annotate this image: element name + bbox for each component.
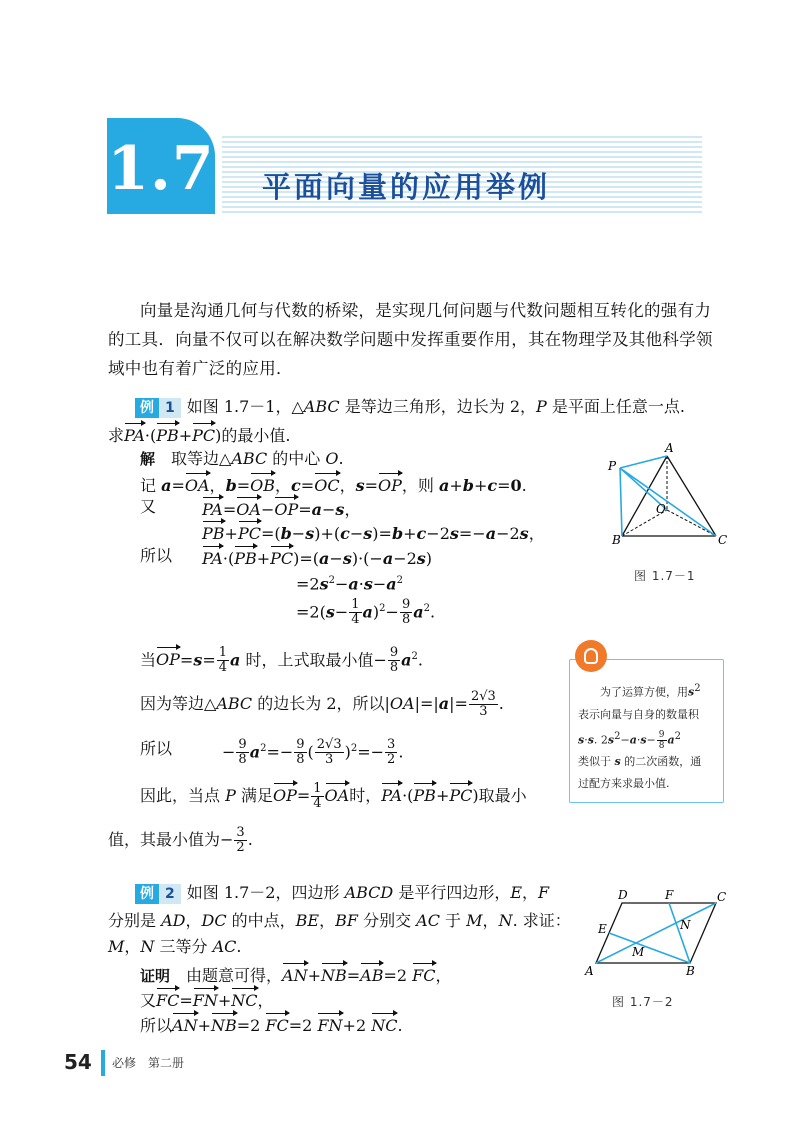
example2-tag: 例: [135, 884, 159, 904]
label-b2: B: [686, 964, 695, 978]
label-b: B: [612, 533, 621, 547]
vector-pa: [620, 456, 667, 468]
label-n: N: [680, 918, 691, 932]
footer-accent-bar: [101, 1050, 105, 1076]
intro-line-1: 向量是沟通几何与代数的桥梁，是实现几何问题与代数问题相互转化的强有力: [140, 301, 712, 320]
example1-solution-1: 解 取等边△ABC 的中心 O.: [140, 449, 344, 468]
segment-bf: [669, 903, 690, 963]
tip-line-5: 过配方来求最小值.: [578, 777, 670, 791]
label-a: A: [665, 441, 674, 455]
tip-line-2: 表示向量与自身的数量积: [578, 707, 699, 721]
tip-line-4: 类似于 s 的二次函数，通: [578, 755, 702, 769]
example2-num: 2: [159, 884, 181, 904]
proof-label: 证明: [140, 967, 171, 985]
example1-statement-1: 例 1 如图 1.7－1，△ABC 是等边三角形，边长为 2，P 是平面上任意一点.: [135, 396, 685, 418]
section-title: 平面向量的应用举例: [262, 170, 551, 204]
then-label: 又: [140, 497, 157, 516]
section-number: 1.7: [107, 134, 215, 204]
tip-line-3: s·s. $2s^2-a\cdot s-$ $\frac{9}{8}$ $a^2$: [578, 729, 682, 751]
vector-pc: [620, 468, 716, 536]
figure-2-parallelogram: [580, 885, 730, 980]
example1-solution-4: PB+PC=(b−s)+(c−s)=b+c−2s=−a−2s，: [202, 520, 545, 545]
label-a2: A: [585, 964, 594, 978]
book-title: 必修 第二册: [112, 1056, 185, 1070]
label-c: C: [718, 533, 728, 547]
example2-statement-2: 分别是 AD，DC 的中点，BE，BF 分别交 AC 于 M，N. 求证：: [108, 911, 571, 930]
example1-solution-3: 又 PA=OA−OP=a−s，: [140, 497, 361, 519]
label-m: M: [632, 945, 645, 959]
example2-proof-3: 所以AN+NB=2 FC=2 FN+2 NC.: [140, 1012, 403, 1037]
example1-solution-10: 所以 − $\frac{9}{8}$ $a^2=-$ $\frac{9}{8}$ ( $\frac{2√3}{3}$ )$^2$=− $\frac{3}{2}$ .: [140, 737, 404, 768]
example2-proof-1: 证明 由题意可得，AN+NB=AB=2 FC，: [140, 962, 452, 987]
label-f: F: [665, 888, 674, 902]
intro-line-2: 的工具．向量不仅可以在解决数学问题中发挥重要作用，其在物理学及其他科学领: [108, 330, 713, 349]
tip-line-1: 为了运算方便，用$s^2$: [600, 683, 701, 699]
figure-2-caption: 图 1.7－2: [612, 995, 674, 1009]
example2-statement-3: M，N 三等分 AC.: [108, 937, 242, 956]
example1-solution-5: 所以 PA·(PB+PC)=(a−s)·(−a−2s): [140, 546, 433, 568]
example1-statement-2: 求PA·(PB+PC)的最小值.: [108, 422, 291, 447]
example1-solution-8: 当OP=s= $\frac{1}{4}$ a 时，上式取最小值− $\frac{9}{8}$ $a^2$.: [140, 645, 424, 676]
solve-label: 解: [140, 450, 156, 468]
example1-solution-6: $=2s^2-a\cdot s-a^2$: [296, 574, 404, 594]
example1-solution-2: 记 a=OA，b=OB，c=OC，s=OP，则 a+b+c=0.: [140, 472, 527, 497]
example2-proof-2: 又FC=FN+NC，: [140, 987, 274, 1012]
example1-tail: 值，其最小值为: [108, 830, 221, 849]
label-c2: C: [717, 890, 727, 904]
example1-solution-9: 因为等边△ABC 的边长为 2，所以|OA|=|a|= $\frac{2√3}{3}$ .: [140, 689, 504, 719]
label-o: O: [656, 502, 666, 516]
vector-pb: [620, 468, 622, 536]
so-label-2: 所以: [140, 739, 173, 758]
example1-solution-12: 值，其最小值为− $\frac{3}{2}$ .: [108, 825, 253, 855]
segment-be: [609, 933, 690, 963]
example2-statement-1: 例 2 如图 1.7－2，四边形 ABCD 是平行四边形，E，F: [135, 882, 549, 904]
label-d: D: [618, 888, 628, 902]
example1-solution-11: 因此，当点 P 满足OP= $\frac{1}{4}$ OA时，PA·(PB+PC)取最小: [140, 781, 527, 811]
tip-box: [569, 659, 724, 803]
lightbulb-icon-glyph: [584, 648, 598, 664]
diagonal-ac: [596, 903, 716, 963]
when-text: 当: [140, 650, 157, 670]
example1-solution-7: =2(s− $\frac{1}{4}$ a)$^2$− $\frac{9}{8}$ $a^2$.: [296, 597, 436, 628]
figure-1-triangle: [600, 440, 740, 550]
triangle-side-ac: [667, 456, 716, 536]
figure-1-caption: 图 1.7－1: [634, 569, 696, 583]
example1-tag: 例: [135, 398, 159, 418]
intro-line-3: 域中也有着广泛的应用．: [108, 359, 293, 378]
so-label: 所以: [140, 546, 173, 565]
example1-num: 1: [159, 398, 181, 418]
page-number: 54: [64, 1050, 92, 1074]
label-p: P: [608, 459, 617, 473]
label-e: E: [598, 922, 607, 936]
